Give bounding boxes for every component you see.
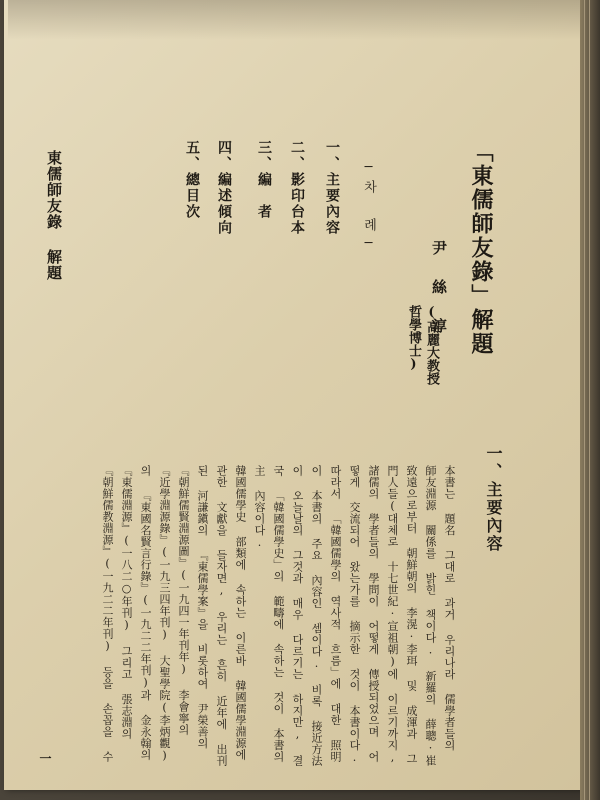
body-text [99, 465, 459, 770]
page-number: 一 [38, 752, 52, 764]
toc-heading: ─차 례─ [361, 160, 376, 256]
toc-item-3: 三、編 者 [256, 140, 272, 220]
article-title: 「東儒師友錄」解題 [468, 140, 494, 356]
toc-item-4: 四、編述傾向 [216, 140, 232, 236]
section-title: 一、主要內容 [484, 445, 503, 553]
author-affiliation: (高麗大教授 哲學博士) [406, 305, 439, 385]
body-paragraph-2: 韓國儒學史 部類에 속하는 이른바 韓國儒學淵源에 관한 文獻을 들자면, 우리는 흔히 近年에 出刊된 河謙鎭의 『東儒學案』을 비롯하여 尹榮善의 『朝鮮儒賢淵源圖』(一九四一年刊年) 李會寧의 『近學淵源錄』(一九三四年刊) 大聖學院(李炳觀)의 『東國名賢言行錄』(一九二二年刊)과 金永翰의 『東儒淵源』(一八二○年刊) 그리고 張志淵의 『朝鮮儒教淵源』(一九二二年刊) 등을 손꼽을 수 [101, 465, 247, 767]
author-name: 尹 絲 淳 [430, 240, 448, 336]
toc-item-5: 五、總目次 [184, 140, 200, 220]
toc-item-1: 一、主要內容 [324, 140, 340, 236]
book-edge [580, 0, 600, 800]
book-page [4, 0, 584, 790]
running-head: 東儒師友錄 解題 [45, 150, 63, 281]
body-paragraph-1: 本書는 題名 그대로 과거 우리나라 儒學者들의 師友淵源 關係를 밝힌 책이다. 新羅의 薛聰·崔致遠으로부터 朝鮮朝의 李滉·李珥 및 成渾과 그 門人들(대체로 十七世紀·宣祖朝)에 이르기까지, 諸儒의 學者들의 學問이 어떻게 傳授되었으며 어떻게 交流되어 왔는가를 摘示한 것이 本書이다. 따라서 「韓國儒學의 역사적 흐름」에 대한 照明이 本書의 주요 內容인 셈이다. 비록 接近方法이 오늘날의 그것과 매우 다르기는 하지만, 결국 「韓國儒學史」의 範疇에 속하는 것이 本書의 主 內容이다. [253, 465, 456, 767]
toc-item-2: 二、影印台本 [289, 140, 305, 236]
page-shadow [8, 0, 584, 40]
book-edge-lines [584, 0, 590, 800]
